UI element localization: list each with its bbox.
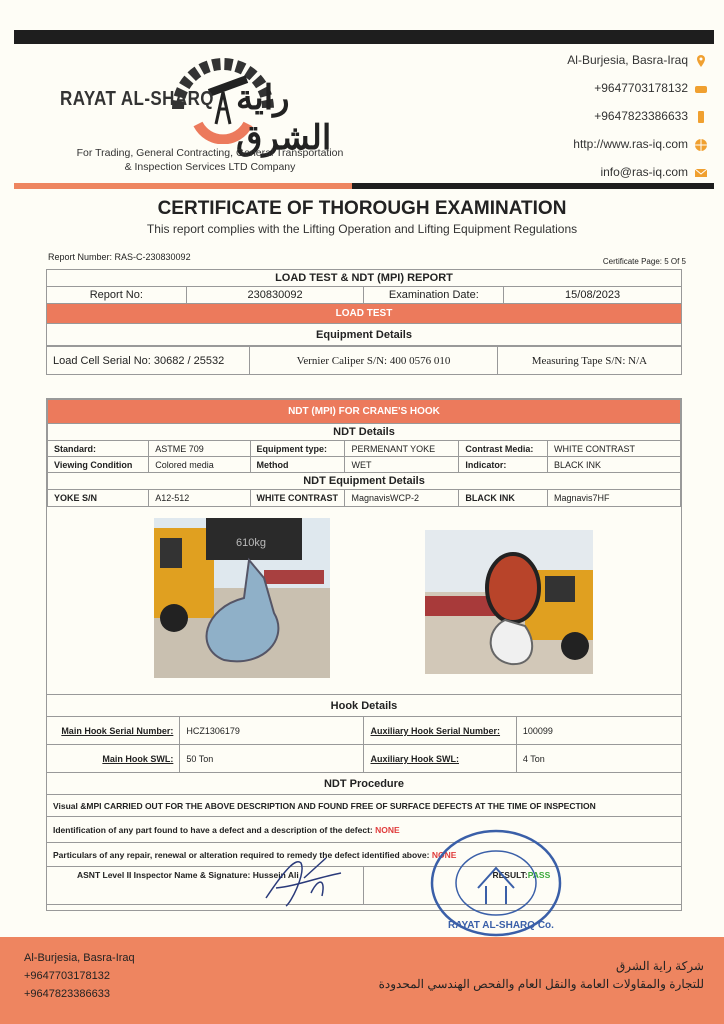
standard-label: Standard:	[48, 441, 149, 457]
report-title: LOAD TEST & NDT (MPI) REPORT	[47, 270, 682, 287]
tagline-line-1: For Trading, General Contracting, General Transportation	[76, 147, 344, 159]
exam-date-label: Examination Date:	[364, 287, 504, 304]
white-contrast-label: WHITE CONTRAST	[250, 490, 345, 507]
tape-serial: Measuring Tape S/N: N/A	[497, 347, 681, 375]
indicator-value: BLACK INK	[548, 457, 681, 473]
top-bar	[14, 30, 714, 44]
location-pin-icon	[694, 54, 708, 68]
contrast-value: WHITE CONTRAST	[548, 441, 681, 457]
equipment-details-title: Equipment Details	[47, 324, 682, 346]
load-test-banner: LOAD TEST	[47, 304, 682, 324]
footer-ar-line-1: شركة راية الشرق	[615, 959, 704, 973]
footer-contacts	[24, 949, 135, 1003]
black-ink-value: Magnavis7HF	[548, 490, 681, 507]
report-no-label: Report No:	[47, 287, 187, 304]
divider-dark	[352, 183, 714, 189]
mobile-icon	[694, 110, 708, 124]
contrast-label: Contrast Media:	[459, 441, 548, 457]
stamp-text: RAYAT AL-SHARQ Co.	[448, 920, 554, 931]
certificate-page: Certificate Page: 5 Of 5	[602, 257, 686, 266]
company-stamp	[428, 828, 564, 938]
ndt-procedure-title: NDT Procedure	[47, 773, 682, 795]
report-no-value: 230830092	[186, 287, 364, 304]
inspector-name: Hussein Ali	[252, 870, 299, 880]
contact-phone-1[interactable]: +9647703178132	[567, 78, 708, 106]
black-ink-label: BLACK INK	[459, 490, 548, 507]
globe-icon	[694, 138, 708, 152]
aux-hook-serial-value: 100099	[516, 717, 681, 745]
contact-list	[567, 50, 708, 190]
certificate-title: CERTIFICATE OF THOROUGH EXAMINATION	[157, 198, 567, 219]
ndt-equipment-title: NDT Equipment Details	[48, 473, 681, 490]
company-logo	[40, 48, 370, 178]
email-icon	[694, 166, 708, 180]
exam-date-value: 15/08/2023	[504, 287, 682, 304]
contact-website[interactable]: http://www.ras-iq.com	[567, 134, 708, 162]
hook-photo-main	[154, 518, 330, 678]
aux-hook-swl-value: 4 Ton	[516, 745, 681, 773]
ndt-banner: NDT (MPI) FOR CRANE'S HOOK	[48, 400, 681, 424]
footer-phone-2[interactable]: +9647823386633	[24, 988, 110, 1000]
logo-arabic: راية الشرق	[236, 79, 332, 157]
footer	[0, 937, 724, 1024]
load-cell-serial: Load Cell Serial No: 30682 / 25532	[47, 347, 250, 375]
method-label: Method	[250, 457, 345, 473]
logo-english: RAYAT AL-SHARQ	[60, 88, 214, 110]
phone-icon	[694, 82, 708, 96]
vernier-serial: Vernier Caliper S/N: 400 0576 010	[250, 347, 498, 375]
white-contrast-value: MagnavisWCP-2	[345, 490, 459, 507]
tagline-line-2: & Inspection Services LTD Company	[124, 161, 296, 173]
main-hook-serial-label: Main Hook Serial Number:	[47, 717, 180, 745]
indicator-label: Indicator:	[459, 457, 548, 473]
footer-arabic	[379, 957, 704, 993]
hook-details-title: Hook Details	[47, 695, 682, 717]
contact-phone-2[interactable]: +9647823386633	[567, 106, 708, 134]
footer-address: Al-Burjesia, Basra-Iraq	[24, 952, 135, 964]
contact-address: Al-Burjesia, Basra-Iraq	[567, 50, 708, 78]
procedure-line-3: Particulars of any repair, renewal or alteration required to remedy the defect identified above: NONE	[47, 843, 682, 867]
inspector-signature	[256, 848, 346, 910]
standard-value: ASTME 709	[149, 441, 250, 457]
result-value: PASS	[527, 870, 551, 880]
yoke-value: A12-512	[149, 490, 250, 507]
tagline	[60, 146, 360, 174]
defect-value: NONE	[375, 824, 400, 835]
viewing-label: Viewing Condition	[48, 457, 149, 473]
footer-ar-line-2: للتجارة والمقاولات العامة والنقل العام والفحص الهندسي المحدودة	[378, 977, 704, 991]
report-number: Report Number: RAS-C-230830092	[48, 252, 191, 262]
viewing-value: Colored media	[149, 457, 250, 473]
method-value: WET	[345, 457, 459, 473]
divider-orange	[14, 183, 352, 189]
hook-details-block	[46, 694, 682, 905]
load-test-block	[46, 269, 682, 375]
aux-hook-serial-label: Auxiliary Hook Serial Number:	[364, 717, 516, 745]
aux-hook-swl-label: Auxiliary Hook SWL:	[364, 745, 516, 773]
equipment-type-label: Equipment type:	[250, 441, 345, 457]
certificate-subtitle: This report complies with the Lifting Operation and Lifting Equipment Regulations	[146, 222, 578, 236]
main-hook-swl-label: Main Hook SWL:	[47, 745, 180, 773]
inspector-cell: ASNT Level II Inspector Name & Signature: Hussein Ali	[47, 867, 364, 905]
ndt-details-title: NDT Details	[48, 424, 681, 441]
yoke-label: YOKE S/N	[48, 490, 149, 507]
main-hook-swl-value: 50 Ton	[180, 745, 364, 773]
procedure-line-1: Visual &MPI CARRIED OUT FOR THE ABOVE DESCRIPTION AND FOUND FREE OF SURFACE DEFECTS AT THE TIME OF INSPECTION	[47, 795, 682, 817]
main-hook-serial-value: HCZ1306179	[180, 717, 364, 745]
result-cell: RESULT:PASS	[364, 867, 682, 905]
equipment-type-value: PERMENANT YOKE	[345, 441, 459, 457]
contact-email[interactable]: info@ras-iq.com	[567, 162, 708, 190]
procedure-line-2: Identification of any part found to have a defect and a description of the defect: NONE	[47, 817, 682, 843]
footer-phone-1[interactable]: +9647703178132	[24, 970, 110, 982]
repair-value: NONE	[431, 849, 457, 860]
hook-photo-label: 610kg	[236, 537, 266, 549]
hook-photo-aux	[425, 530, 593, 674]
